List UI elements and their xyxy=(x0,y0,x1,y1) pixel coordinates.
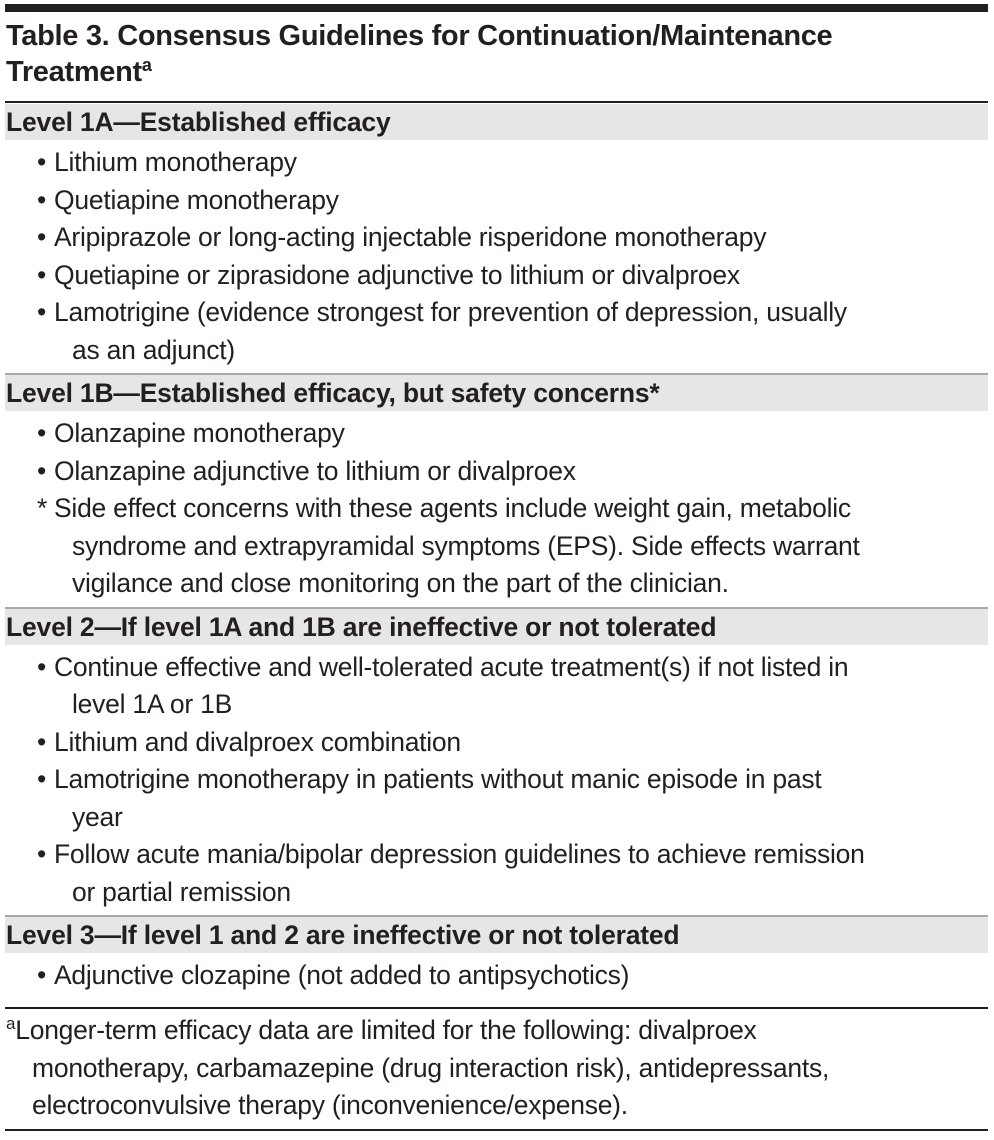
title-line-2: Treatment xyxy=(6,56,142,88)
section-note xyxy=(5,490,988,603)
section-items xyxy=(5,140,988,373)
list-item-line xyxy=(5,957,988,995)
section-header: Level 1A—Established efficacy xyxy=(5,104,988,140)
list-item-text: Adjunctive clozapine (not added to antipsychotics) xyxy=(54,960,630,990)
bullet-icon: • xyxy=(37,297,47,327)
list-item-line xyxy=(5,415,988,453)
note-text: syndrome and extrapyramidal symptoms (EPS). Side effects warrant xyxy=(72,530,860,561)
list-item-text: Quetiapine monotherapy xyxy=(54,184,339,215)
list-item xyxy=(5,182,988,220)
list-item-line xyxy=(5,836,988,874)
list-item xyxy=(5,724,988,762)
note-marker: * xyxy=(37,493,48,523)
section-level xyxy=(5,607,988,916)
list-item xyxy=(5,415,988,453)
note-line xyxy=(5,490,988,528)
note-text: Side effect concerns with these agents include weight gain, metabolic xyxy=(54,493,851,523)
bullet-icon: • xyxy=(37,147,47,177)
list-item-text: Continue effective and well-tolerated acute treatment(s) if not listed in xyxy=(54,651,849,682)
list-item-line xyxy=(5,453,988,491)
section-header: Level 2—If level 1A and 1B are ineffective or not tolerated xyxy=(5,609,988,645)
bullet-icon: • xyxy=(37,259,47,290)
list-item-text: level 1A or 1B xyxy=(72,689,233,719)
section-header: Level 3—If level 1 and 2 are ineffective or not tolerated xyxy=(5,917,988,953)
section-level xyxy=(5,915,988,999)
top-rule xyxy=(5,4,988,12)
list-item xyxy=(5,219,988,257)
footnote-marker: a xyxy=(6,1014,16,1033)
list-item-text: Follow acute mania/bipolar depression guidelines to achieve remission xyxy=(54,839,865,869)
bullet-icon: • xyxy=(37,764,47,794)
section-items xyxy=(5,953,988,999)
note-text: vigilance and close monitoring on the part of the clinician. xyxy=(72,568,729,598)
footnote-line: monotherapy, carbamazepine (drug interaction risk), antidepressants, xyxy=(32,1052,830,1083)
note-line xyxy=(5,565,988,603)
list-item-line xyxy=(5,649,988,687)
list-item-text: or partial remission xyxy=(72,876,291,907)
list-item xyxy=(5,761,988,836)
title-rule xyxy=(5,101,988,103)
table-body xyxy=(5,104,988,999)
list-item-line xyxy=(5,257,988,295)
section-items xyxy=(5,645,988,916)
list-item xyxy=(5,257,988,295)
list-item-line xyxy=(5,799,988,837)
bullet-icon: • xyxy=(37,222,47,252)
section-level xyxy=(5,373,988,607)
bullet-icon: • xyxy=(37,726,47,757)
table-footnote xyxy=(6,1012,829,1125)
footnote-line: electroconvulsive therapy (inconvenience/expense). xyxy=(32,1090,628,1120)
bullet-icon: • xyxy=(37,184,47,215)
list-item-text: Lithium monotherapy xyxy=(54,147,297,177)
bottom-rule xyxy=(5,1129,988,1131)
note-line xyxy=(5,528,988,566)
list-item-line xyxy=(5,332,988,370)
bullet-icon: • xyxy=(37,839,47,869)
list-item-line xyxy=(5,144,988,182)
table-title xyxy=(6,18,832,90)
footnote-line: Longer-term efficacy data are limited for the following: divalproex xyxy=(15,1015,757,1045)
list-item-text: Lamotrigine monotherapy in patients without manic episode in past xyxy=(54,764,822,794)
list-item xyxy=(5,957,988,995)
list-item-line xyxy=(5,219,988,257)
list-item xyxy=(5,294,988,369)
bullet-icon: • xyxy=(37,455,47,486)
bullet-icon: • xyxy=(37,960,47,990)
title-footnote-marker: a xyxy=(141,55,152,75)
list-item-text: Olanzapine monotherapy xyxy=(54,418,345,448)
list-item-text: Lithium and divalproex combination xyxy=(54,726,461,757)
section-level xyxy=(5,104,988,373)
list-item-line xyxy=(5,874,988,912)
section-header: Level 1B—Established efficacy, but safety concerns* xyxy=(5,375,988,411)
list-item-text: Quetiapine or ziprasidone adjunctive to lithium or divalproex xyxy=(54,259,740,290)
list-item xyxy=(5,453,988,491)
list-item-line xyxy=(5,686,988,724)
list-item xyxy=(5,649,988,724)
body-bottom-rule xyxy=(5,1007,988,1009)
list-item-text: as an adjunct) xyxy=(72,334,235,365)
list-item xyxy=(5,144,988,182)
title-line-1: Table 3. Consensus Guidelines for Continuation/Maintenance xyxy=(6,20,833,52)
bullet-icon: • xyxy=(37,418,47,448)
list-item-text: Olanzapine adjunctive to lithium or divalproex xyxy=(54,455,576,486)
list-item-line xyxy=(5,724,988,762)
list-item-line xyxy=(5,182,988,220)
list-item-text: year xyxy=(72,801,123,832)
list-item-text: Aripiprazole or long-acting injectable risperidone monotherapy xyxy=(54,222,767,252)
list-item xyxy=(5,836,988,911)
bullet-icon: • xyxy=(37,651,47,682)
list-item-line xyxy=(5,294,988,332)
list-item-text: Lamotrigine (evidence strongest for prevention of depression, usually xyxy=(54,297,847,327)
list-item-line xyxy=(5,761,988,799)
section-items xyxy=(5,411,988,607)
